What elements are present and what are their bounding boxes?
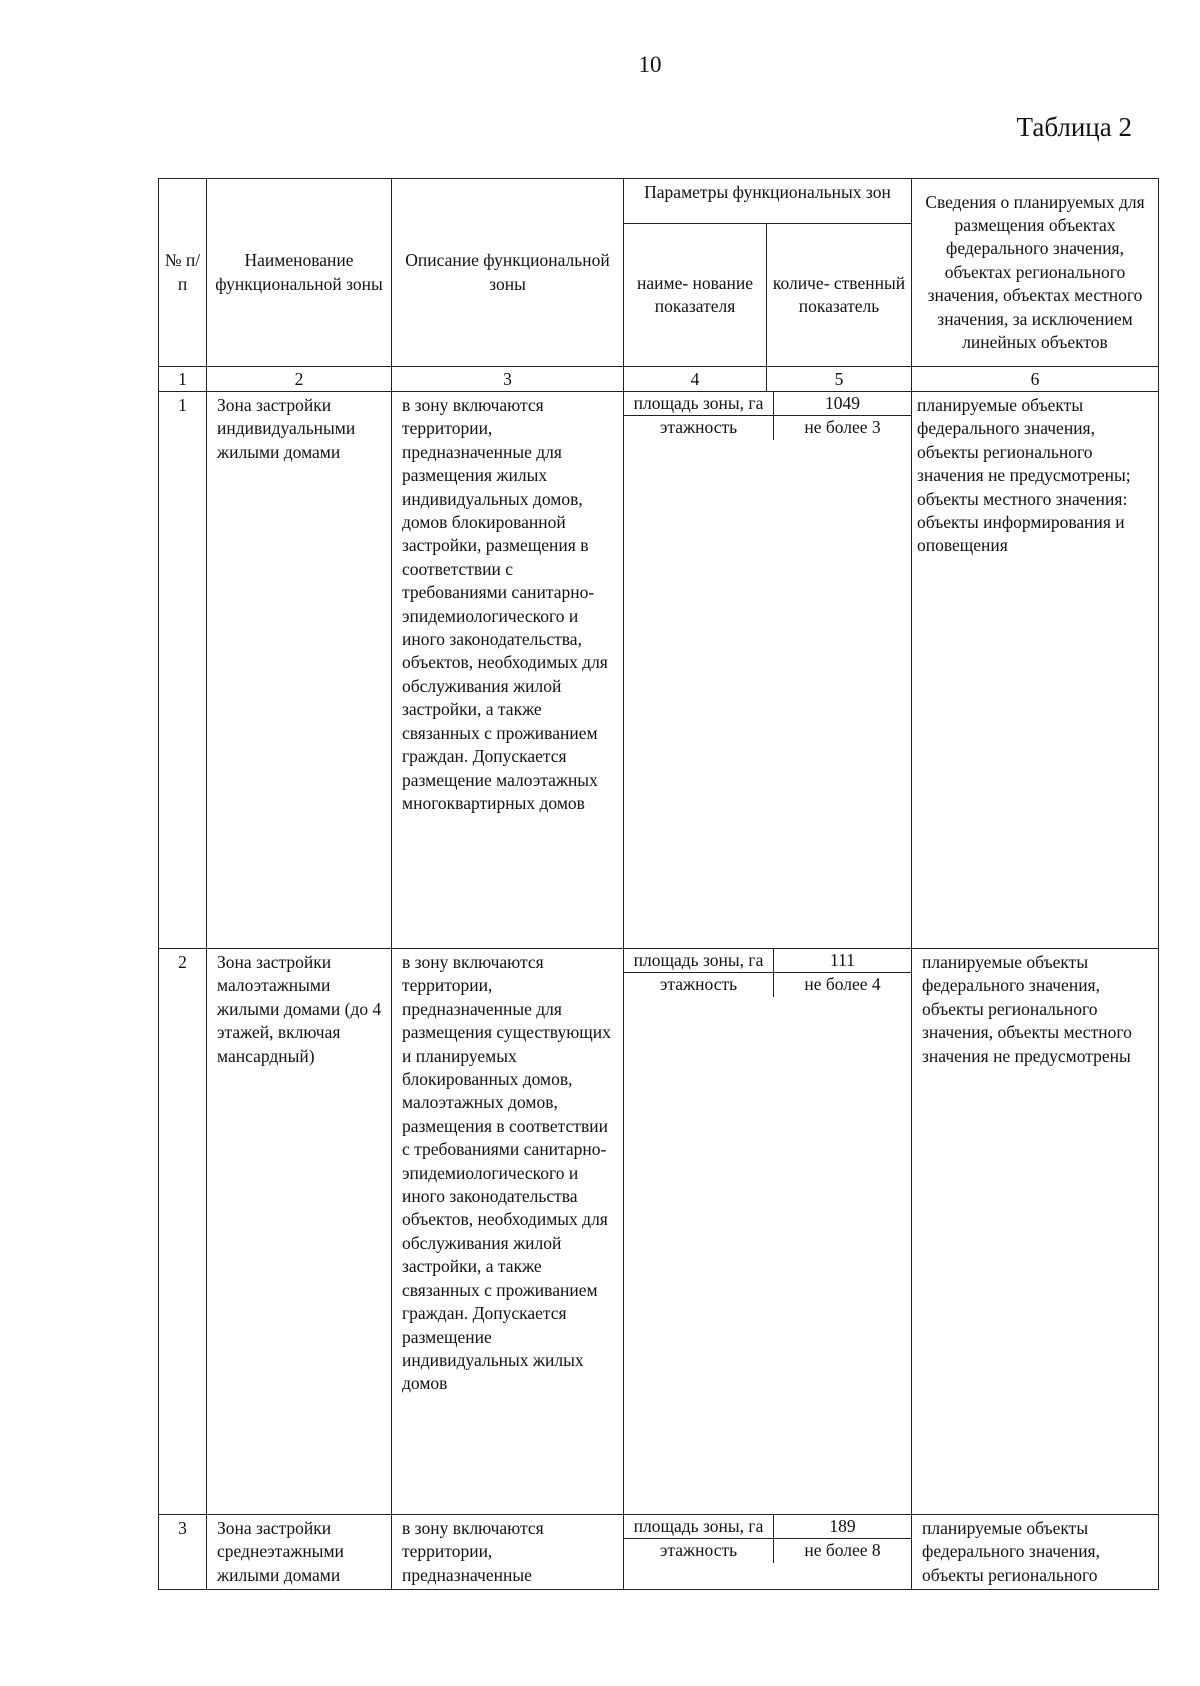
table-row [159, 949, 1159, 1515]
column-number: 2 [207, 367, 392, 392]
column-number: 3 [392, 367, 624, 392]
header-row [159, 179, 1159, 224]
table-caption: Таблица 2 [1016, 112, 1132, 142]
zone-name: Зона застройки среднеэтажными жилыми домами [207, 1515, 392, 1590]
planned-objects: планируемые объекты федерального значения, объекты регионального значения, объекты местного значения не предусмотрены [912, 949, 1159, 1515]
param-value: не более 3 [774, 416, 912, 440]
zone-description: в зону включаются территории, предназначенные для размещения жилых индивидуальных домов, домов блокированной застройки, размещения в соответствии с требованиями санитарно-эпидемиологического и иного законодательства, объектов, необходимых для обслуживания жилой застройки, а также связанных с проживанием граждан. Допускается размещение малоэтажных многоквартирных домов [392, 392, 624, 949]
header-num: № п/п [159, 179, 207, 367]
param-value: 189 [774, 1515, 912, 1539]
zone-params [624, 392, 912, 949]
param-name: этажность [659, 974, 738, 995]
param-value: не более 4 [774, 973, 912, 997]
table-row [159, 1515, 1159, 1590]
header-name: Наименование функциональной зоны [207, 179, 392, 367]
column-number: 5 [767, 367, 912, 392]
param-value: не более 8 [774, 1539, 912, 1563]
row-num: 2 [159, 949, 207, 1515]
param-name: площадь зоны, га [624, 949, 774, 973]
page-number: 10 [638, 52, 662, 77]
param-value: 111 [774, 949, 912, 973]
zone-description: в зону включаются территории, предназначенные для размещения существующих и планируемых блокированных домов, малоэтажных домов, размещения в соответствии с требованиями санитарно-эпидемиологического и иного законодательства объектов, необходимых для обслуживания жилой застройки, а также связанных с проживанием граждан. Допускается размещение индивидуальных жилых домов [392, 949, 624, 1515]
zone-name: Зона застройки малоэтажными жилыми домами (до 4 этажей, включая мансардный) [207, 949, 392, 1515]
header-info: Сведения о планируемых для размещения объектах федерального значения, объектах регионального значения, объектах местного значения, за исключением линейных объектов [912, 179, 1159, 367]
planned-objects: планируемые объекты федерального значения, объекты регионального значения не предусмотрены; объекты местного значения: объекты информирования и оповещения [912, 392, 1159, 949]
zone-name: Зона застройки индивидуальными жилыми домами [207, 392, 392, 949]
param-name: этажность [659, 1540, 738, 1561]
planned-objects: планируемые объекты федерального значения, объекты регионального [912, 1515, 1159, 1590]
header-desc: Описание функциональной зоны [392, 179, 624, 367]
column-number: 1 [159, 367, 207, 392]
table-row [159, 392, 1159, 949]
param-name: площадь зоны, га [624, 392, 774, 416]
zone-params [624, 949, 912, 1515]
param-value: 1049 [774, 392, 912, 416]
header-param-name: наиме- нование показателя [624, 224, 767, 367]
row-num: 1 [159, 392, 207, 949]
param-name: площадь зоны, га [624, 1515, 774, 1539]
column-number: 4 [624, 367, 767, 392]
column-number: 6 [912, 367, 1159, 392]
functional-zones-table [158, 178, 1159, 1590]
header-param-value: количе- ственный показатель [767, 224, 912, 367]
row-num: 3 [159, 1515, 207, 1590]
zone-params [624, 1515, 912, 1590]
header-params: Параметры функциональных зон [624, 179, 912, 224]
param-name: этажность [659, 417, 738, 438]
zone-description: в зону включаются территории, предназначенные [392, 1515, 624, 1590]
column-numbers-row [159, 367, 1159, 392]
